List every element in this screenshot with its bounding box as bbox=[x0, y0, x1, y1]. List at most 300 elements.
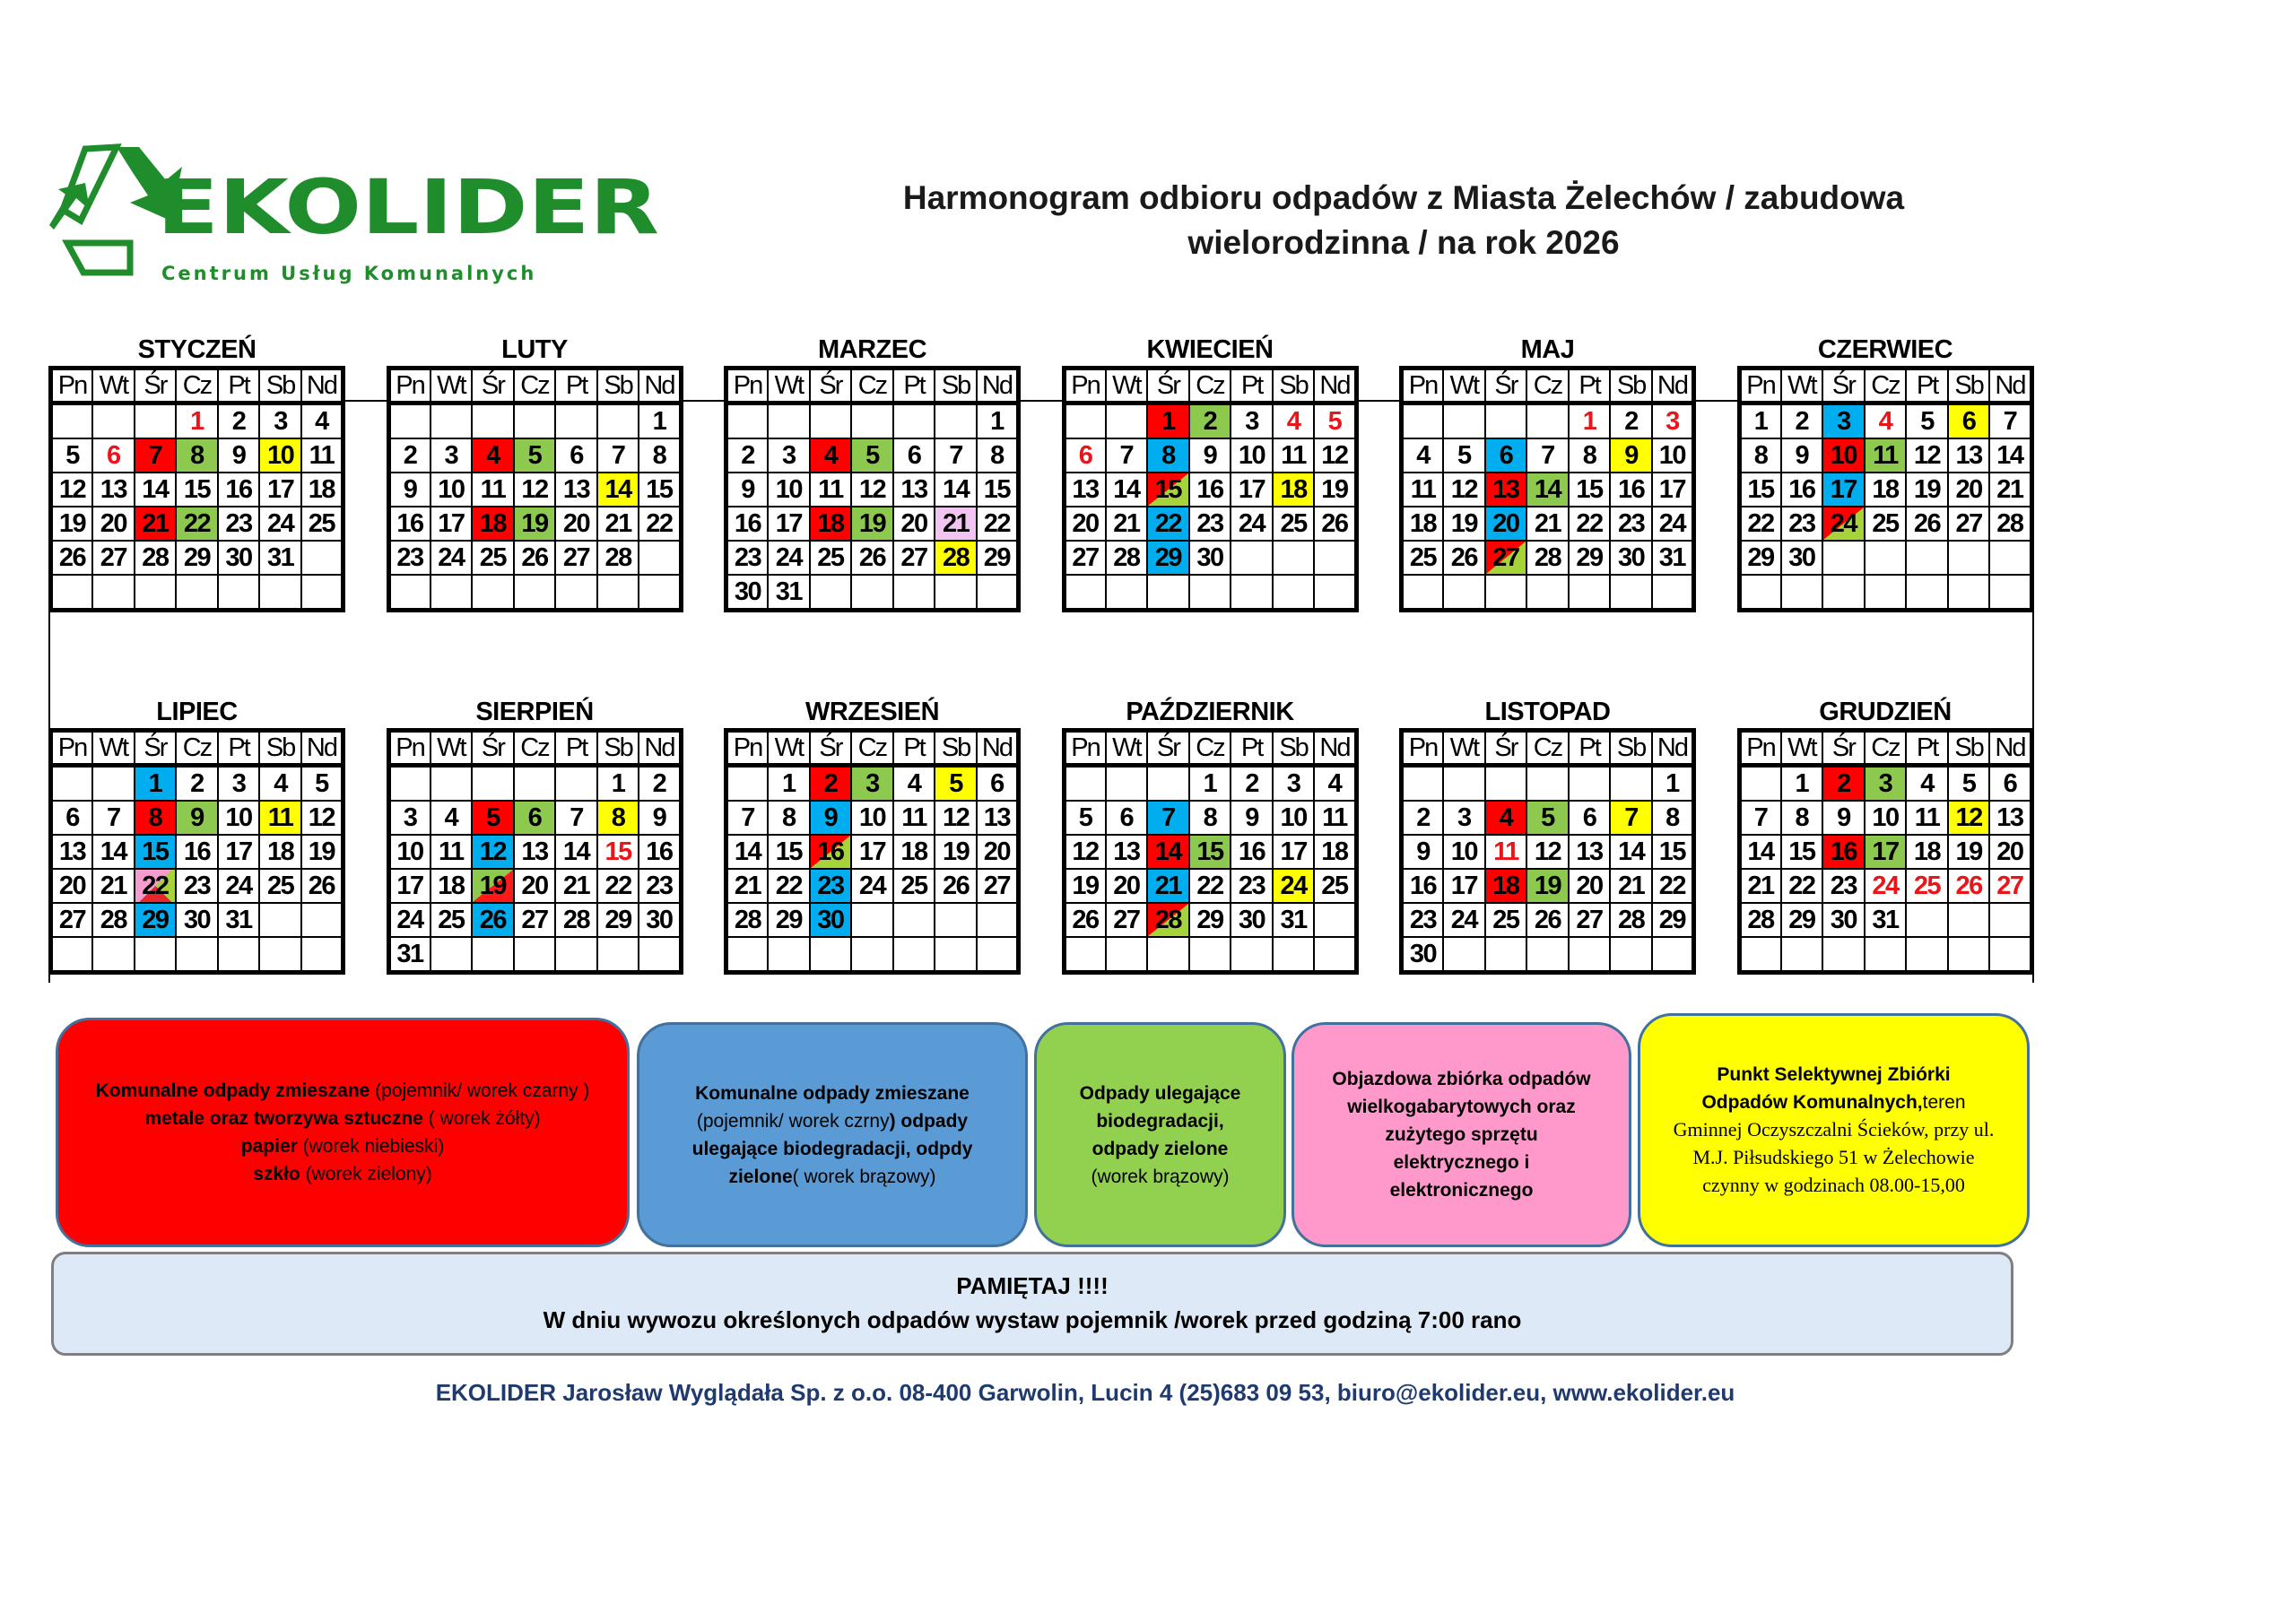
day-cell: 7 bbox=[1989, 403, 2031, 439]
day-cell: 26 bbox=[514, 541, 556, 575]
month-name: LIPIEC bbox=[156, 698, 238, 726]
day-cell: 12 bbox=[1443, 473, 1485, 507]
empty-cell bbox=[1189, 937, 1231, 973]
empty-cell bbox=[1569, 575, 1611, 611]
month-table bbox=[48, 728, 345, 975]
empty-cell bbox=[92, 937, 135, 973]
day-cell: 15 bbox=[597, 835, 639, 869]
day-cell: 28 bbox=[92, 903, 135, 937]
week-row bbox=[1064, 438, 1356, 473]
weekday-header: Sb bbox=[935, 369, 977, 403]
weekday-header: Wt bbox=[1106, 731, 1148, 766]
month-calendar bbox=[1399, 696, 1696, 975]
empty-cell bbox=[388, 575, 430, 611]
day-cell: 26 bbox=[1906, 507, 1948, 541]
empty-cell bbox=[1064, 766, 1106, 802]
weekday-header: Nd bbox=[1652, 731, 1694, 766]
day-cell: 18 bbox=[893, 835, 935, 869]
empty-cell bbox=[1064, 575, 1106, 611]
day-cell: 22 bbox=[639, 507, 681, 541]
day-cell: 23 bbox=[1189, 507, 1231, 541]
empty-cell bbox=[1314, 541, 1356, 575]
day-cell: 16 bbox=[639, 835, 681, 869]
weekday-header: Nd bbox=[977, 731, 1019, 766]
empty-cell bbox=[430, 403, 473, 439]
day-cell: 9 bbox=[1822, 801, 1865, 835]
month-table bbox=[48, 366, 345, 612]
empty-cell bbox=[1865, 937, 1907, 973]
reminder-box bbox=[51, 1252, 2013, 1356]
day-cell: 16 bbox=[1402, 869, 1444, 903]
empty-cell bbox=[430, 766, 473, 802]
day-cell: 25 bbox=[1314, 869, 1356, 903]
day-cell: 25 bbox=[259, 869, 301, 903]
week-row bbox=[51, 869, 344, 903]
empty-cell bbox=[810, 403, 852, 439]
weekday-header: Sb bbox=[1948, 369, 1990, 403]
week-row bbox=[1739, 507, 2031, 541]
day-cell: 25 bbox=[1865, 507, 1907, 541]
empty-cell bbox=[851, 575, 893, 611]
empty-cell bbox=[1147, 575, 1189, 611]
day-cell: 27 bbox=[1106, 903, 1148, 937]
empty-cell bbox=[555, 766, 597, 802]
empty-cell bbox=[1865, 541, 1907, 575]
day-cell: 10 bbox=[388, 835, 430, 869]
weekday-header: Cz bbox=[176, 731, 218, 766]
day-cell: 7 bbox=[1106, 438, 1148, 473]
day-cell: 12 bbox=[1906, 438, 1948, 473]
empty-cell bbox=[259, 903, 301, 937]
day-cell: 5 bbox=[514, 438, 556, 473]
empty-cell bbox=[555, 937, 597, 973]
day-cell: 24 bbox=[1652, 507, 1694, 541]
day-cell: 5 bbox=[472, 801, 514, 835]
day-cell: 12 bbox=[514, 473, 556, 507]
day-cell: 5 bbox=[1064, 801, 1106, 835]
day-cell: 15 bbox=[1189, 835, 1231, 869]
empty-cell bbox=[851, 903, 893, 937]
day-cell: 28 bbox=[1989, 507, 2031, 541]
day-cell: 2 bbox=[1781, 403, 1823, 439]
day-cell: 18 bbox=[810, 507, 852, 541]
weekday-header: Śr bbox=[1485, 731, 1527, 766]
weekday-header: Wt bbox=[1443, 731, 1485, 766]
day-cell: 14 bbox=[1610, 835, 1652, 869]
empty-cell bbox=[851, 403, 893, 439]
empty-cell bbox=[92, 575, 135, 611]
day-cell: 19 bbox=[1526, 869, 1569, 903]
day-cell: 10 bbox=[1652, 438, 1694, 473]
empty-cell bbox=[1781, 575, 1823, 611]
month-table bbox=[1399, 728, 1696, 975]
day-cell: 23 bbox=[726, 541, 769, 575]
day-cell: 29 bbox=[1189, 903, 1231, 937]
empty-cell bbox=[1989, 903, 2031, 937]
footer-contact: EKOLIDER Jarosław Wyglądała Sp. z o.o. 08-400 Garwolin, Lucin 4 (25)683 09 53, biuro@ekolider.eu, www.ekolider.eu bbox=[435, 1379, 1735, 1406]
day-cell: 21 bbox=[935, 507, 977, 541]
day-cell: 9 bbox=[1781, 438, 1823, 473]
empty-cell bbox=[597, 937, 639, 973]
day-cell: 2 bbox=[810, 766, 852, 802]
legend-text: (pojemnik/ worek czarny ) bbox=[370, 1080, 590, 1101]
day-cell: 22 bbox=[1147, 507, 1189, 541]
empty-cell bbox=[1526, 403, 1569, 439]
day-cell: 26 bbox=[472, 903, 514, 937]
empty-cell bbox=[1989, 575, 2031, 611]
empty-cell bbox=[1569, 937, 1611, 973]
day-cell: 4 bbox=[1402, 438, 1444, 473]
empty-cell bbox=[388, 403, 430, 439]
weekday-header: Śr bbox=[1147, 731, 1189, 766]
day-cell: 1 bbox=[597, 766, 639, 802]
day-cell: 18 bbox=[1865, 473, 1907, 507]
week-row bbox=[51, 835, 344, 869]
empty-cell bbox=[92, 403, 135, 439]
day-cell: 29 bbox=[176, 541, 218, 575]
day-cell: 15 bbox=[1569, 473, 1611, 507]
day-cell: 12 bbox=[1314, 438, 1356, 473]
week-row bbox=[1739, 766, 2031, 802]
day-cell: 30 bbox=[810, 903, 852, 937]
day-cell: 29 bbox=[597, 903, 639, 937]
month-calendar bbox=[724, 696, 1021, 975]
day-cell: 7 bbox=[135, 438, 177, 473]
empty-cell bbox=[472, 937, 514, 973]
empty-cell bbox=[514, 403, 556, 439]
week-row bbox=[726, 473, 1019, 507]
weekday-header: Wt bbox=[92, 369, 135, 403]
empty-cell bbox=[472, 403, 514, 439]
weekday-header: Nd bbox=[301, 369, 344, 403]
weekday-header: Cz bbox=[514, 731, 556, 766]
empty-cell bbox=[1106, 937, 1148, 973]
empty-cell bbox=[301, 903, 344, 937]
day-cell: 6 bbox=[1106, 801, 1148, 835]
month-calendar bbox=[1062, 696, 1359, 975]
page-title bbox=[816, 176, 1991, 265]
empty-cell bbox=[768, 937, 810, 973]
empty-cell bbox=[51, 766, 93, 802]
empty-cell bbox=[1402, 575, 1444, 611]
day-cell: 3 bbox=[1865, 766, 1907, 802]
day-cell: 10 bbox=[1822, 438, 1865, 473]
day-cell: 5 bbox=[1526, 801, 1569, 835]
day-cell: 4 bbox=[810, 438, 852, 473]
day-cell: 23 bbox=[176, 869, 218, 903]
empty-cell bbox=[1402, 403, 1444, 439]
day-cell: 4 bbox=[301, 403, 344, 439]
weekday-header: Cz bbox=[176, 369, 218, 403]
month-calendar bbox=[724, 334, 1021, 612]
day-cell: 19 bbox=[851, 507, 893, 541]
day-cell: 5 bbox=[1314, 403, 1356, 439]
day-cell: 3 bbox=[1822, 403, 1865, 439]
weekday-header: Pt bbox=[218, 731, 260, 766]
empty-cell bbox=[1064, 937, 1106, 973]
month-table bbox=[1737, 366, 2034, 612]
empty-cell bbox=[1314, 575, 1356, 611]
day-cell: 11 bbox=[259, 801, 301, 835]
week-row bbox=[1739, 835, 2031, 869]
day-cell: 16 bbox=[1781, 473, 1823, 507]
weekday-header: Pt bbox=[1569, 369, 1611, 403]
empty-cell bbox=[51, 575, 93, 611]
day-cell: 9 bbox=[176, 801, 218, 835]
empty-cell bbox=[1948, 541, 1990, 575]
day-cell: 10 bbox=[218, 801, 260, 835]
empty-cell bbox=[810, 575, 852, 611]
day-cell: 13 bbox=[893, 473, 935, 507]
day-cell: 11 bbox=[1865, 438, 1907, 473]
empty-cell bbox=[935, 937, 977, 973]
day-cell: 21 bbox=[726, 869, 769, 903]
empty-cell bbox=[893, 575, 935, 611]
empty-cell bbox=[1610, 575, 1652, 611]
day-cell: 19 bbox=[472, 869, 514, 903]
day-cell: 21 bbox=[555, 869, 597, 903]
empty-cell bbox=[1822, 575, 1865, 611]
week-row bbox=[1064, 903, 1356, 937]
empty-cell bbox=[893, 903, 935, 937]
day-cell: 21 bbox=[1147, 869, 1189, 903]
day-cell: 22 bbox=[135, 869, 177, 903]
empty-cell bbox=[1610, 937, 1652, 973]
day-cell: 26 bbox=[1064, 903, 1106, 937]
empty-cell bbox=[726, 766, 769, 802]
day-cell: 31 bbox=[1652, 541, 1694, 575]
day-cell: 12 bbox=[935, 801, 977, 835]
empty-cell bbox=[1739, 937, 1781, 973]
reminder-text: W dniu wywozu określonych odpadów wystaw pojemnik /worek przed godziną 7:00 rano bbox=[543, 1306, 1522, 1333]
empty-cell bbox=[935, 903, 977, 937]
week-row bbox=[1402, 473, 1694, 507]
day-cell: 19 bbox=[1906, 473, 1948, 507]
day-cell: 2 bbox=[639, 766, 681, 802]
day-cell: 26 bbox=[51, 541, 93, 575]
day-cell: 30 bbox=[1610, 541, 1652, 575]
day-cell: 29 bbox=[1739, 541, 1781, 575]
empty-cell bbox=[1106, 403, 1148, 439]
week-row bbox=[1064, 801, 1356, 835]
day-cell: 29 bbox=[1147, 541, 1189, 575]
day-cell: 27 bbox=[555, 541, 597, 575]
day-cell: 19 bbox=[1314, 473, 1356, 507]
day-cell: 13 bbox=[555, 473, 597, 507]
day-cell: 22 bbox=[1189, 869, 1231, 903]
title-line-1: Harmonogram odbioru odpadów z Miasta Żelechów / zabudowa bbox=[902, 179, 1905, 216]
day-cell: 24 bbox=[1231, 507, 1273, 541]
empty-cell bbox=[1485, 403, 1527, 439]
day-cell: 4 bbox=[1485, 801, 1527, 835]
week-row bbox=[726, 507, 1019, 541]
day-cell: 25 bbox=[301, 507, 344, 541]
day-cell: 5 bbox=[1443, 438, 1485, 473]
day-cell: 25 bbox=[1273, 507, 1315, 541]
empty-cell bbox=[597, 403, 639, 439]
day-cell: 12 bbox=[51, 473, 93, 507]
day-cell: 1 bbox=[1147, 403, 1189, 439]
week-row bbox=[388, 541, 681, 575]
day-cell: 25 bbox=[430, 903, 473, 937]
day-cell: 1 bbox=[135, 766, 177, 802]
month-table bbox=[1399, 366, 1696, 612]
week-row bbox=[388, 835, 681, 869]
day-cell: 1 bbox=[977, 403, 1019, 439]
weekday-header: Pn bbox=[1739, 369, 1781, 403]
day-cell: 24 bbox=[218, 869, 260, 903]
empty-cell bbox=[977, 937, 1019, 973]
day-cell: 20 bbox=[1106, 869, 1148, 903]
week-row bbox=[1402, 541, 1694, 575]
week-row bbox=[388, 903, 681, 937]
legend-text: ) odpady ulegające biodegradacji, odpdy zielone bbox=[691, 1110, 973, 1187]
day-cell: 14 bbox=[726, 835, 769, 869]
day-cell: 8 bbox=[1147, 438, 1189, 473]
day-cell: 20 bbox=[1989, 835, 2031, 869]
day-cell: 31 bbox=[1865, 903, 1907, 937]
week-row bbox=[388, 403, 681, 439]
day-cell: 17 bbox=[388, 869, 430, 903]
day-cell: 22 bbox=[1652, 869, 1694, 903]
weekday-header: Pt bbox=[893, 731, 935, 766]
day-cell: 18 bbox=[472, 507, 514, 541]
week-row bbox=[1064, 403, 1356, 439]
day-cell: 1 bbox=[1781, 766, 1823, 802]
day-cell: 15 bbox=[1739, 473, 1781, 507]
day-cell: 30 bbox=[639, 903, 681, 937]
day-cell: 20 bbox=[1569, 869, 1611, 903]
day-cell: 13 bbox=[1948, 438, 1990, 473]
day-cell: 1 bbox=[1739, 403, 1781, 439]
empty-cell bbox=[1485, 575, 1527, 611]
week-row bbox=[1739, 937, 2031, 973]
day-cell: 13 bbox=[51, 835, 93, 869]
day-cell: 15 bbox=[1652, 835, 1694, 869]
day-cell: 6 bbox=[1989, 766, 2031, 802]
weekday-header: Pn bbox=[1739, 731, 1781, 766]
weekday-header: Nd bbox=[1652, 369, 1694, 403]
day-cell: 20 bbox=[1485, 507, 1527, 541]
day-cell: 22 bbox=[1781, 869, 1823, 903]
week-row bbox=[51, 801, 344, 835]
day-cell: 2 bbox=[1610, 403, 1652, 439]
week-row bbox=[726, 541, 1019, 575]
empty-cell bbox=[430, 575, 473, 611]
weekday-header: Nd bbox=[639, 369, 681, 403]
weekday-header: Śr bbox=[1485, 369, 1527, 403]
week-row bbox=[1064, 507, 1356, 541]
empty-cell bbox=[810, 937, 852, 973]
day-cell: 23 bbox=[1610, 507, 1652, 541]
empty-cell bbox=[935, 575, 977, 611]
weekday-header: Śr bbox=[472, 369, 514, 403]
empty-cell bbox=[1273, 575, 1315, 611]
week-row bbox=[1402, 869, 1694, 903]
day-cell: 14 bbox=[1106, 473, 1148, 507]
day-cell: 17 bbox=[1865, 835, 1907, 869]
empty-cell bbox=[1443, 403, 1485, 439]
empty-cell bbox=[893, 403, 935, 439]
day-cell: 25 bbox=[1485, 903, 1527, 937]
day-cell: 22 bbox=[768, 869, 810, 903]
day-cell: 20 bbox=[555, 507, 597, 541]
weekday-header: Pn bbox=[1402, 731, 1444, 766]
weekday-header: Wt bbox=[1781, 369, 1823, 403]
day-cell: 23 bbox=[1822, 869, 1865, 903]
weekday-header: Sb bbox=[597, 369, 639, 403]
weekday-header: Cz bbox=[1526, 369, 1569, 403]
day-cell: 14 bbox=[1739, 835, 1781, 869]
day-cell: 20 bbox=[514, 869, 556, 903]
day-cell: 2 bbox=[1402, 801, 1444, 835]
empty-cell bbox=[1526, 766, 1569, 802]
empty-cell bbox=[1906, 541, 1948, 575]
day-cell: 13 bbox=[1569, 835, 1611, 869]
empty-cell bbox=[977, 575, 1019, 611]
day-cell: 1 bbox=[1569, 403, 1611, 439]
empty-cell bbox=[639, 575, 681, 611]
day-cell: 25 bbox=[472, 541, 514, 575]
day-cell: 8 bbox=[1781, 801, 1823, 835]
day-cell: 27 bbox=[1989, 869, 2031, 903]
weekday-header: Cz bbox=[1865, 369, 1907, 403]
week-row bbox=[726, 937, 1019, 973]
month-calendar bbox=[1737, 334, 2034, 612]
day-cell: 23 bbox=[1781, 507, 1823, 541]
day-cell: 23 bbox=[639, 869, 681, 903]
week-row bbox=[1402, 507, 1694, 541]
day-cell: 28 bbox=[1526, 541, 1569, 575]
day-cell: 25 bbox=[893, 869, 935, 903]
week-row bbox=[51, 473, 344, 507]
day-cell: 12 bbox=[1526, 835, 1569, 869]
day-cell: 11 bbox=[1402, 473, 1444, 507]
day-cell: 27 bbox=[1064, 541, 1106, 575]
day-cell: 28 bbox=[1739, 903, 1781, 937]
day-cell: 1 bbox=[1652, 766, 1694, 802]
week-row bbox=[1739, 869, 2031, 903]
day-cell: 2 bbox=[1189, 403, 1231, 439]
legend-green bbox=[1034, 1022, 1286, 1247]
day-cell: 11 bbox=[1314, 801, 1356, 835]
day-cell: 6 bbox=[1485, 438, 1527, 473]
day-cell: 22 bbox=[176, 507, 218, 541]
empty-cell bbox=[1526, 937, 1569, 973]
day-cell: 24 bbox=[1822, 507, 1865, 541]
day-cell: 11 bbox=[1273, 438, 1315, 473]
empty-cell bbox=[1106, 575, 1148, 611]
day-cell: 6 bbox=[1064, 438, 1106, 473]
month-calendar bbox=[48, 334, 345, 612]
weekday-header: Sb bbox=[1948, 731, 1990, 766]
week-row bbox=[1402, 937, 1694, 973]
day-cell: 3 bbox=[1231, 403, 1273, 439]
day-cell: 17 bbox=[430, 507, 473, 541]
day-cell: 11 bbox=[472, 473, 514, 507]
day-cell: 12 bbox=[851, 473, 893, 507]
empty-cell bbox=[1231, 937, 1273, 973]
empty-cell bbox=[1526, 575, 1569, 611]
empty-cell bbox=[1822, 541, 1865, 575]
day-cell: 2 bbox=[388, 438, 430, 473]
empty-cell bbox=[1989, 937, 2031, 973]
day-cell: 30 bbox=[1189, 541, 1231, 575]
week-row bbox=[1064, 766, 1356, 802]
weekday-header: Pt bbox=[1906, 369, 1948, 403]
legend-text: (worek zielony) bbox=[300, 1164, 432, 1184]
day-cell: 2 bbox=[1231, 766, 1273, 802]
